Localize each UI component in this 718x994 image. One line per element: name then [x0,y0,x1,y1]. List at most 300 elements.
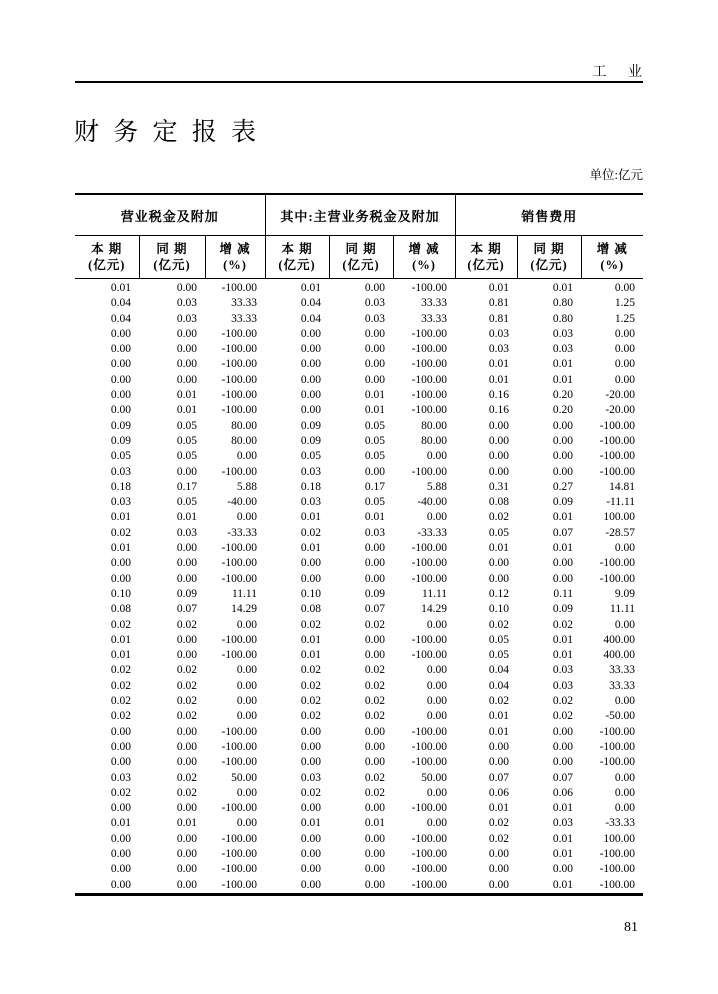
table-cell: -40.00 [417,496,448,509]
table-cell: 0.00 [236,817,258,830]
table-cell: 0.00 [176,358,197,371]
table-cell: 0.01 [552,649,574,662]
table-cell: 0.01 [488,802,510,815]
table-cell: -100.00 [221,404,258,417]
table-cell: 33.33 [231,297,258,310]
table-cell: 0.00 [300,358,322,371]
table-cell: 0.00 [488,450,510,463]
table-cell: -100.00 [599,878,636,891]
table-cell: 0.01 [488,373,510,386]
table-cell: 0.05 [488,633,510,646]
table-cell: 14.81 [609,480,636,493]
table-cell: 0.00 [300,343,322,356]
table-cell: 0.05 [300,450,322,463]
table-cell: 0.09 [110,419,131,432]
table-cell: 0.09 [300,419,322,432]
table-cell: -100.00 [599,847,636,860]
table-row [75,862,643,877]
table-cell: 0.02 [364,664,386,677]
table-cell: -100.00 [411,863,448,876]
table-cell: 0.03 [364,297,386,310]
table-cell: 0.27 [552,480,574,493]
page-number: 81 [624,920,638,935]
table-cell: 5.88 [426,480,448,493]
table-cell: 0.01 [110,817,131,830]
table-cell: -100.00 [221,465,258,478]
table-cell: 0.01 [300,282,322,294]
table-cell: -100.00 [221,740,258,753]
table-cell: 0.00 [488,847,510,860]
table-row [75,495,643,510]
table-row [75,587,643,602]
table-cell: 0.03 [552,327,574,340]
table-row [75,357,643,372]
table-row [75,419,643,434]
table-cell: 0.00 [110,756,131,769]
table-row [75,449,643,464]
section-label: 工 业 [592,65,643,80]
table-row [75,740,643,755]
table-cell: 0.00 [300,725,322,738]
table-cell: -100.00 [221,633,258,646]
table-cell: 0.00 [614,542,636,555]
table-cell: -100.00 [411,740,448,753]
table-cell: 100.00 [603,832,636,845]
table-cell: 0.00 [110,740,131,753]
table-cell: 0.02 [176,679,197,692]
table-cell: 11.11 [231,587,258,600]
table-row [75,403,643,418]
table-cell: -100.00 [411,557,448,570]
table-cell: 0.00 [236,618,258,631]
table-cell: 0.03 [300,465,322,478]
table-cell: 0.02 [300,664,322,677]
table-cell: 0.00 [176,542,197,555]
table-row [75,480,643,495]
column-header-change-1 [205,236,265,279]
table-cell: 0.00 [364,358,386,371]
table-cell: 0.00 [614,771,636,784]
table-cell: 0.00 [300,847,322,860]
table-cell: 0.03 [176,312,197,325]
table-cell: 33.33 [231,312,258,325]
column-header-line1: 本 期 [281,242,313,256]
table-cell: 0.03 [488,343,510,356]
table-cell: 0.00 [110,572,131,585]
table-cell: 0.01 [176,389,197,402]
table-cell: -100.00 [411,343,448,356]
table-cell: 0.00 [614,282,636,294]
table-row [75,847,643,862]
table-cell: -100.00 [411,878,448,891]
table-cell: 0.07 [552,526,574,539]
table-cell: -100.00 [411,389,448,402]
table-cell: 0.00 [176,633,197,646]
table-cell: 0.01 [364,817,386,830]
table-cell: 0.00 [110,358,131,371]
table-row [75,648,643,663]
table-cell: -50.00 [605,710,636,723]
table-cell: 0.01 [552,847,574,860]
table-cell: 33.33 [421,312,448,325]
table-cell: 0.00 [488,419,510,432]
table-cell: 0.02 [488,817,510,830]
table-cell: 0.01 [552,373,574,386]
table-cell: 0.03 [110,771,131,784]
table-cell: 0.00 [426,695,448,708]
table-cell: 0.00 [300,756,322,769]
table-cell: -100.00 [599,450,636,463]
table-cell: 0.00 [176,649,197,662]
table-cell: 0.00 [110,802,131,815]
table-cell: 0.00 [110,878,131,891]
table-cell: 0.03 [110,496,131,509]
table-cell: -100.00 [221,878,258,891]
table-cell: -33.33 [227,526,258,539]
table-cell: -100.00 [599,572,636,585]
table-cell: 0.00 [236,710,258,723]
column-group-tax: 营业税金及附加 [75,194,265,236]
table-cell: 0.00 [552,863,574,876]
finance-table [75,193,643,896]
table-cell: 0.00 [614,786,636,799]
table-cell: 0.02 [364,710,386,723]
table-cell: 0.03 [552,817,574,830]
table-cell: 0.00 [300,740,322,753]
table-row [75,342,643,357]
table-cell: 0.00 [488,878,510,891]
table-cell: 80.00 [231,419,258,432]
table-cell: -100.00 [599,725,636,738]
table-cell: 0.04 [488,679,510,692]
table-cell: 0.00 [488,465,510,478]
table-cell: 0.00 [552,450,574,463]
table-cell: 0.02 [110,618,131,631]
table-cell: 0.05 [488,649,510,662]
table-cell: 0.01 [300,633,322,646]
table-row [75,786,643,801]
table-cell: 33.33 [421,297,448,310]
column-header-line1: 本 期 [470,242,502,256]
table-cell: 0.00 [488,756,510,769]
table-cell: 0.09 [552,603,574,616]
table-cell: -100.00 [411,802,448,815]
table-cell: 0.02 [176,618,197,631]
table-cell: 0.00 [364,633,386,646]
table-cell: 0.00 [300,832,322,845]
table-cell: 1.25 [614,312,636,325]
table-cell: 0.00 [300,373,322,386]
table-row [75,816,643,831]
table-cell: 11.11 [610,603,636,616]
table-cell: 0.08 [110,603,131,616]
table-cell: 0.11 [553,587,574,600]
table-cell: -100.00 [411,633,448,646]
column-header-change-2 [393,236,455,279]
table-cell: 0.00 [236,786,258,799]
table-cell: -100.00 [221,373,258,386]
table-row [75,663,643,678]
table-cell: 0.00 [488,434,510,447]
table-cell: 0.00 [426,664,448,677]
table-cell: 0.00 [364,557,386,570]
table-header [75,194,643,279]
table-cell: -33.33 [417,526,448,539]
column-header-line2: (亿元) [278,258,316,272]
table-cell: -100.00 [221,343,258,356]
table-cell: -100.00 [599,756,636,769]
table-cell: 0.00 [176,832,197,845]
table-cell: 80.00 [421,434,448,447]
table-cell: 0.10 [110,587,131,600]
table-cell: 0.01 [552,633,574,646]
table-row [75,373,643,388]
table-cell: 0.09 [552,496,574,509]
table-cell: -100.00 [221,327,258,340]
table-cell: 0.01 [552,832,574,845]
table-cell: 33.33 [609,679,636,692]
table-cell: 0.03 [176,526,197,539]
table-cell: -20.00 [605,404,636,417]
table-cell: 0.02 [110,679,131,692]
table-row [75,755,643,770]
column-header-line2: (%) [223,258,247,272]
column-header-line2: (亿元) [342,258,380,272]
table-cell: 0.01 [300,511,322,524]
table-cell: -100.00 [411,649,448,662]
table-cell: -100.00 [599,419,636,432]
column-header-current-2 [265,236,329,279]
column-header-line2: (亿元) [88,258,126,272]
table-cell: 0.01 [552,542,574,555]
table-cell: 0.12 [488,587,510,600]
table-cell: 0.00 [176,847,197,860]
table-row [75,679,643,694]
table-cell: 0.00 [110,373,131,386]
table-cell: 0.02 [488,618,510,631]
table-row [75,832,643,847]
table-row [75,526,643,541]
table-cell: 400.00 [603,649,636,662]
table-cell: 0.05 [364,496,386,509]
table-cell: 0.00 [300,404,322,417]
table-cell: 0.02 [364,695,386,708]
column-group-main-tax: 其中:主营业务税金及附加 [265,194,455,236]
table-cell: 0.00 [364,740,386,753]
table-cell: 0.00 [614,358,636,371]
table-cell: 33.33 [609,664,636,677]
table-cell: 0.02 [364,771,386,784]
table-cell: 0.00 [364,847,386,860]
table-cell: 0.00 [176,740,197,753]
table-cell: 0.00 [426,679,448,692]
unit-label: 单位:亿元 [589,168,643,182]
table-row [75,465,643,480]
table-cell: 0.00 [364,878,386,891]
sub-header-row [75,236,643,279]
column-header-current-3 [455,236,517,279]
table-cell: 0.01 [364,404,386,417]
table-cell: -100.00 [411,542,448,555]
table-cell: 0.02 [176,664,197,677]
table-cell: 0.00 [364,373,386,386]
table-cell: 0.00 [176,725,197,738]
table-cell: 0.00 [110,343,131,356]
table-cell: 0.00 [552,756,574,769]
table-cell: -100.00 [411,358,448,371]
table-cell: -100.00 [221,542,258,555]
table-cell: 0.07 [488,771,510,784]
table-cell: 0.17 [364,480,386,493]
table-row [75,771,643,786]
table-cell: 0.00 [488,863,510,876]
table-cell: 0.00 [236,450,258,463]
table-cell: 0.04 [300,297,322,310]
column-header-change-3 [581,236,643,279]
table-cell: 0.01 [552,282,574,294]
table-cell: 0.05 [110,450,131,463]
table-row [75,709,643,724]
table-cell: 0.04 [110,297,131,310]
table-cell: 0.02 [364,786,386,799]
table-cell: 0.09 [300,434,322,447]
table-cell: 0.00 [552,557,574,570]
header-rule [75,81,643,83]
table-cell: -100.00 [411,282,448,294]
table-row [75,312,643,327]
table-cell: 0.02 [300,786,322,799]
table-cell: 0.05 [364,434,386,447]
column-header-line1: 增 减 [219,242,251,256]
table-row [75,633,643,648]
table-cell: 0.00 [176,802,197,815]
table-cell: 0.00 [364,863,386,876]
column-header-line2: (%) [412,258,436,272]
table-cell: 0.20 [552,389,574,402]
table-cell: -100.00 [221,756,258,769]
table-cell: 0.16 [488,404,510,417]
table-cell: 0.00 [176,863,197,876]
group-header-row [75,194,643,236]
table-cell: 0.00 [176,282,197,294]
table-cell: 0.00 [364,725,386,738]
column-header-line1: 同 期 [345,242,377,256]
table-cell: 0.00 [110,557,131,570]
table-cell: 50.00 [421,771,448,784]
table-cell: 0.00 [110,832,131,845]
table-cell: 0.00 [364,465,386,478]
table-cell: 0.01 [488,710,510,723]
table-row [75,434,643,449]
table-cell: 0.03 [110,465,131,478]
table-cell: -100.00 [221,832,258,845]
table-cell: 0.02 [300,695,322,708]
table-cell: 14.29 [231,603,258,616]
table-cell: 80.00 [231,434,258,447]
table-cell: 0.01 [110,633,131,646]
table-cell: -100.00 [599,434,636,447]
table-cell: 11.11 [422,587,448,600]
table-cell: 0.02 [488,511,510,524]
table-row [75,327,643,342]
table-cell: 0.08 [300,603,322,616]
table-cell: 0.03 [300,771,322,784]
table-cell: 0.00 [552,465,574,478]
table-cell: 0.01 [364,389,386,402]
table-cell: -100.00 [221,282,258,294]
table-cell: 0.00 [300,572,322,585]
table-cell: 0.18 [110,480,131,493]
table-cell: -100.00 [599,740,636,753]
table-cell: 0.00 [552,419,574,432]
table-cell: 0.00 [426,710,448,723]
table-cell: 0.02 [110,786,131,799]
table-cell: 0.00 [300,557,322,570]
table-cell: -100.00 [221,725,258,738]
table-cell: 0.00 [364,343,386,356]
table-cell: 0.10 [488,603,510,616]
table-cell: 0.02 [300,710,322,723]
table-cell: -20.00 [605,389,636,402]
table-cell: 0.05 [488,526,510,539]
table-cell: 0.02 [364,618,386,631]
table-cell: 0.00 [488,557,510,570]
table-cell: 0.00 [300,327,322,340]
table-cell: 0.00 [552,434,574,447]
table-cell: 0.01 [110,282,131,294]
table-cell: 0.16 [488,389,510,402]
table-cell: 0.03 [364,526,386,539]
table-cell: 0.18 [300,480,322,493]
table-row [75,694,643,709]
table-cell: 0.00 [236,511,258,524]
table-cell: 0.00 [552,740,574,753]
table-cell: 1.25 [614,297,636,310]
table-cell: 0.03 [488,327,510,340]
column-header-line2: (亿元) [467,258,505,272]
table-cell: 0.00 [110,863,131,876]
table-cell: 14.29 [421,603,448,616]
table-cell: 0.10 [300,587,322,600]
table-cell: 0.02 [110,526,131,539]
column-header-prior-2 [329,236,393,279]
table-row [75,618,643,633]
table-cell: 0.01 [552,878,574,891]
table-cell: 0.00 [176,327,197,340]
table-cell: 0.00 [364,327,386,340]
table-cell: -100.00 [221,847,258,860]
table-cell: 0.01 [488,282,510,294]
table-cell: 0.01 [488,725,510,738]
table-cell: -100.00 [411,373,448,386]
table-cell: 0.00 [614,343,636,356]
table-cell: 0.05 [364,419,386,432]
table-cell: 0.02 [300,618,322,631]
table-cell: 0.00 [488,740,510,753]
table-cell: 0.00 [176,465,197,478]
table-cell: 0.00 [176,373,197,386]
table-row [75,572,643,587]
table-cell: 0.01 [300,542,322,555]
table-cell: 0.02 [552,710,574,723]
table-cell: 0.03 [300,496,322,509]
table-cell: 0.05 [364,450,386,463]
table-cell: 0.00 [552,725,574,738]
table-cell: 0.31 [488,480,510,493]
table-cell: 0.03 [552,679,574,692]
table-cell: 0.00 [110,327,131,340]
table-cell: 0.05 [176,434,197,447]
